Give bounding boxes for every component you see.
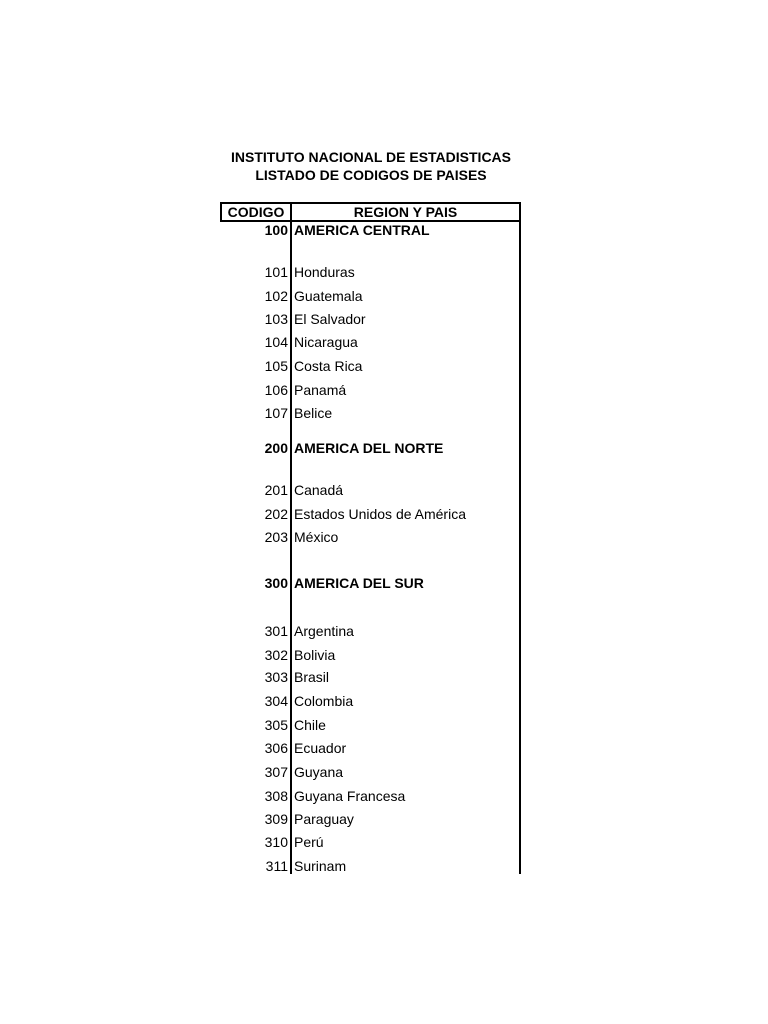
row-code: 309 bbox=[264, 811, 288, 827]
row-code: 203 bbox=[264, 529, 288, 545]
row-code: 104 bbox=[264, 334, 288, 350]
table-row bbox=[221, 668, 521, 686]
table-row bbox=[221, 692, 521, 710]
row-code: 105 bbox=[264, 358, 288, 374]
country-name: Bolivia bbox=[294, 647, 336, 663]
table-row bbox=[221, 646, 521, 664]
table-row bbox=[221, 505, 521, 523]
country-name: El Salvador bbox=[294, 311, 366, 327]
row-code: 308 bbox=[264, 788, 288, 804]
country-name: Estados Unidos de América bbox=[294, 506, 466, 522]
country-name: Canadá bbox=[294, 482, 344, 498]
column-header-code: CODIGO bbox=[227, 204, 285, 220]
country-name: Guyana bbox=[294, 764, 344, 780]
country-name: Brasil bbox=[294, 669, 330, 685]
row-code: 306 bbox=[264, 740, 288, 756]
row-code: 201 bbox=[264, 482, 288, 498]
row-code: 300 bbox=[264, 575, 288, 591]
country-name: Guatemala bbox=[294, 288, 363, 304]
region-row bbox=[221, 574, 521, 592]
country-name: México bbox=[294, 529, 339, 545]
country-name: Belice bbox=[294, 405, 333, 421]
table-row bbox=[221, 481, 521, 499]
row-code: 310 bbox=[264, 834, 288, 850]
table-row bbox=[221, 287, 521, 305]
table-row bbox=[221, 333, 521, 351]
row-code: 107 bbox=[264, 405, 288, 421]
country-name: Argentina bbox=[294, 623, 354, 639]
table-row bbox=[221, 528, 521, 546]
row-code: 202 bbox=[264, 506, 288, 522]
country-name: Guyana Francesa bbox=[294, 788, 406, 804]
country-name: Ecuador bbox=[294, 740, 347, 756]
row-code: 301 bbox=[264, 623, 288, 639]
region-name: AMERICA DEL NORTE bbox=[294, 440, 444, 456]
row-code: 100 bbox=[264, 222, 288, 238]
table-row bbox=[221, 381, 521, 399]
document-subtitle: LISTADO DE CODIGOS DE PAISES bbox=[255, 167, 487, 183]
country-name: Nicaragua bbox=[294, 334, 358, 350]
row-code: 305 bbox=[264, 717, 288, 733]
country-name: Honduras bbox=[294, 264, 355, 280]
row-code: 303 bbox=[264, 669, 288, 685]
country-name: Perú bbox=[294, 834, 324, 850]
document-title: INSTITUTO NACIONAL DE ESTADISTICAS bbox=[230, 149, 511, 165]
row-code: 311 bbox=[265, 858, 288, 874]
row-code: 302 bbox=[264, 647, 288, 663]
table-row bbox=[221, 404, 521, 422]
row-code: 200 bbox=[264, 440, 288, 456]
row-code: 106 bbox=[264, 382, 288, 398]
table-row bbox=[221, 310, 521, 328]
table-row bbox=[221, 357, 521, 375]
country-name: Paraguay bbox=[294, 811, 354, 827]
table-row bbox=[221, 263, 521, 281]
region-row bbox=[221, 221, 521, 239]
country-name: Colombia bbox=[294, 693, 354, 709]
country-name: Panamá bbox=[294, 382, 347, 398]
table-row bbox=[221, 857, 521, 875]
region-name: AMERICA DEL SUR bbox=[294, 575, 424, 591]
region-row bbox=[221, 439, 521, 457]
table-row bbox=[221, 763, 521, 781]
region-name: AMERICA CENTRAL bbox=[294, 222, 430, 238]
row-code: 307 bbox=[264, 764, 288, 780]
table-row bbox=[221, 833, 521, 851]
table-row bbox=[221, 787, 521, 805]
column-header-region: REGION Y PAIS bbox=[353, 204, 458, 220]
country-name: Chile bbox=[294, 717, 326, 733]
country-name: Costa Rica bbox=[294, 358, 363, 374]
table-row bbox=[221, 810, 521, 828]
country-name: Surinam bbox=[294, 858, 347, 874]
table-row bbox=[221, 739, 521, 757]
row-code: 102 bbox=[264, 288, 288, 304]
row-code: 103 bbox=[264, 311, 288, 327]
row-code: 304 bbox=[264, 693, 288, 709]
row-code: 101 bbox=[264, 264, 288, 280]
table-row bbox=[221, 716, 521, 734]
table-row bbox=[221, 622, 521, 640]
